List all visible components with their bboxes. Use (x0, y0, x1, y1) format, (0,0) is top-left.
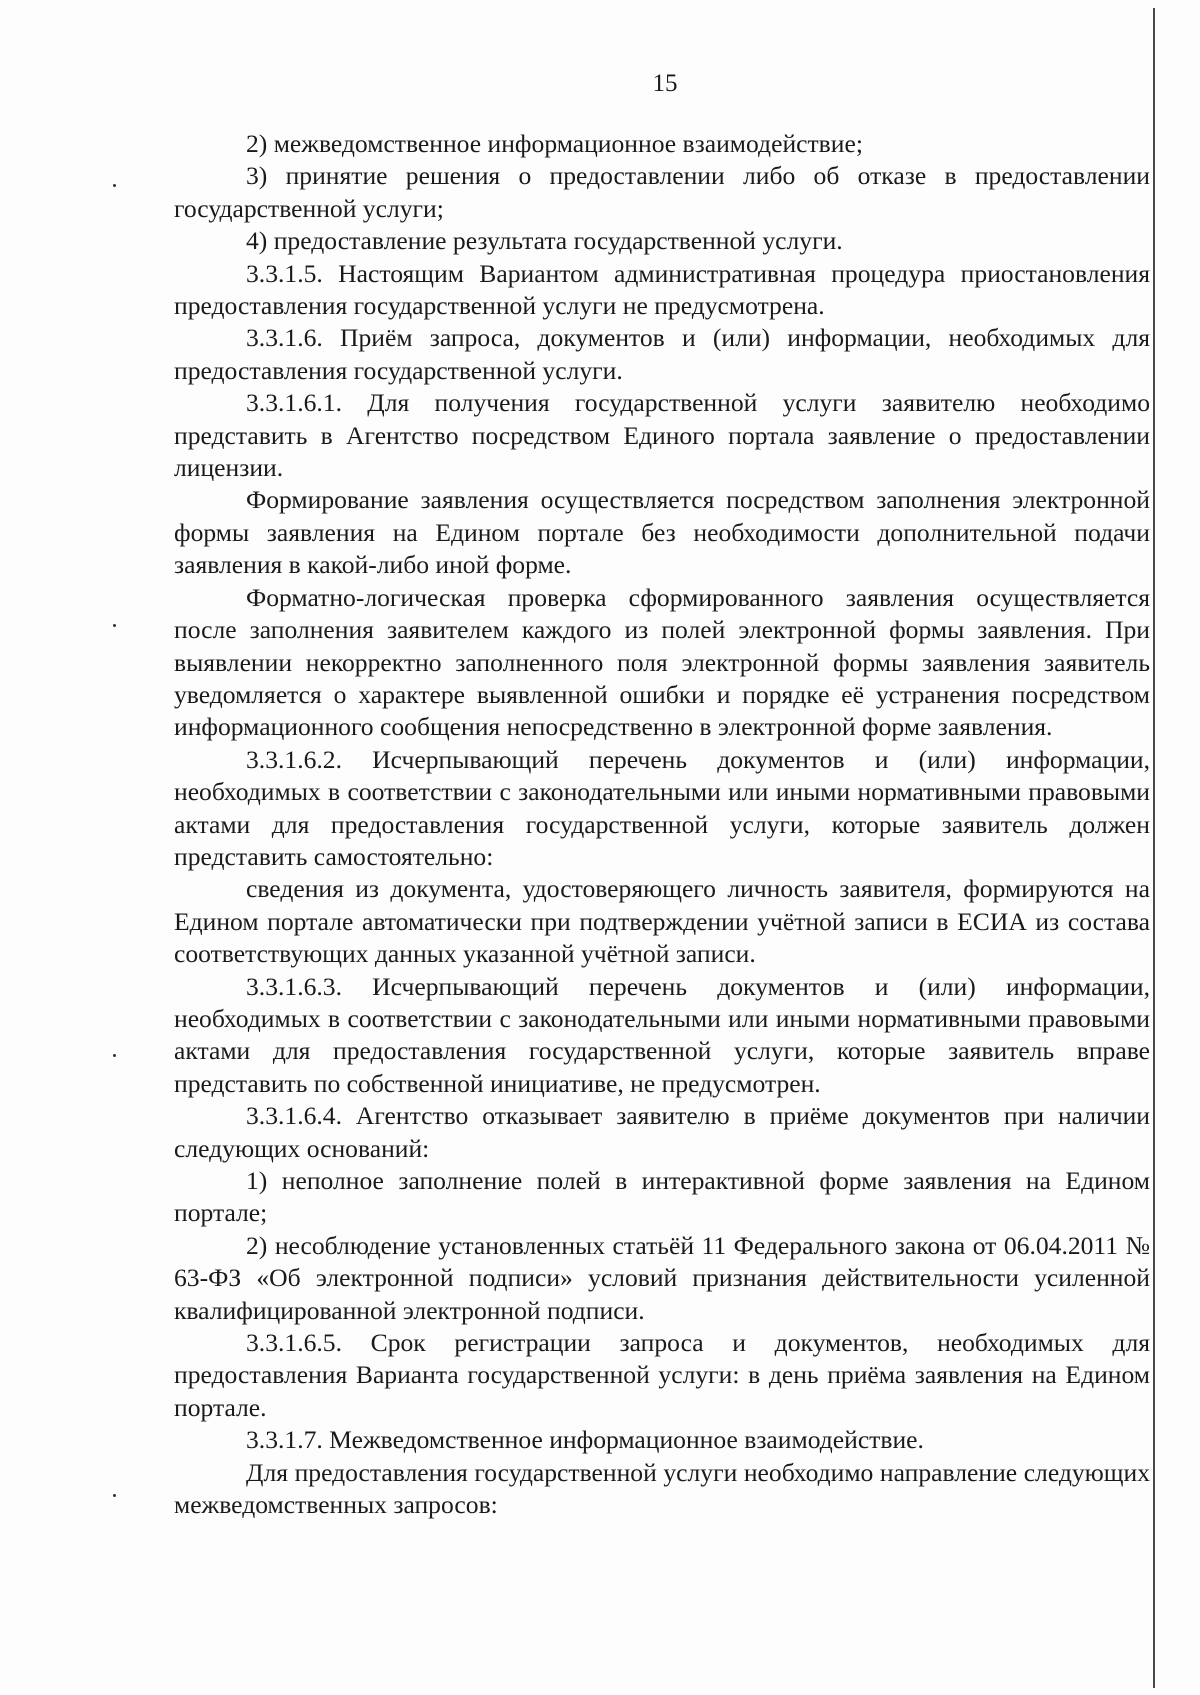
paragraph: 2) несоблюдение установленных статьёй 11 Федерального закона от 06.04.2011 № 63-ФЗ «Об электронной подписи» условий признания действительности усиленной квалифицированной электронной подписи. (174, 1230, 1150, 1325)
scan-speck (113, 1494, 116, 1497)
paragraph: 3) принятие решения о предоставлении либо об отказе в предоставлении государственной услуги; (174, 161, 1150, 223)
paragraph: 3.3.1.5. Настоящим Вариантом административная процедура приостановления предоставления государственной услуги не предусмотрена. (174, 258, 1150, 321)
paragraph: 3.3.1.6. Приём запроса, документов и (или) информации, необходимых для предоставления государственной услуги. (174, 323, 1150, 385)
scan-edge-line (1153, 8, 1155, 1688)
paragraph: 2) межведомственное информационное взаимодействие; (246, 129, 863, 158)
paragraph: сведения из документа, удостоверяющего личность заявителя, формируются на Едином портале автоматически при подтверждении учётной записи в ЕСИА из состава соответствующих данных указанной учётной записи. (174, 874, 1150, 969)
paragraph: 4) предоставление результата государственной услуги. (246, 226, 843, 256)
scan-speck (113, 1054, 116, 1057)
document-body (174, 128, 1150, 1521)
scan-speck (113, 624, 116, 627)
paragraph: 3.3.1.6.2. Исчерпывающий перечень документов и (или) информации, необходимых в соответствии с законодательными или иными нормативными правовыми актами для предоставления государственной услуги, которые заявитель должен представить самостоятельно: (174, 744, 1150, 871)
paragraph: Формирование заявления осуществляется посредством заполнения электронной формы заявления на Едином портале без необходимости дополнительной подачи заявления в какой-либо иной форме. (174, 485, 1150, 580)
paragraph: 3.3.1.7. Межведомственное информационное взаимодействие. (246, 1425, 924, 1455)
paragraph: 3.3.1.6.1. Для получения государственной услуги заявителю необходимо представить в Агентство посредством Единого портала заявление о предоставлении лицензии. (174, 388, 1150, 483)
paragraph: 3.3.1.6.5. Срок регистрации запроса и документов, необходимых для предоставления Варианта государственной услуги: в день приёма заявления на Едином портале. (174, 1328, 1150, 1422)
paragraph: Форматно-логическая проверка сформированного заявления осуществляется после заполнения заявителем каждого из полей электронной формы заявления. При выявлении некорректно заполненного поля электронной формы заявления заявитель уведомляется о характере выявленной ошибки и порядке её устранения посредством информационного сообщения непосредственно в электронной форме заявления. (174, 582, 1150, 742)
paragraph: 1) неполное заполнение полей в интерактивной форме заявления на Едином портале; (174, 1166, 1150, 1228)
paragraph: 3.3.1.6.3. Исчерпывающий перечень документов и (или) информации, необходимых в соответствии с законодательными или иными нормативными правовыми актами для предоставления государственной услуги, которые заявитель вправе представить по собственной инициативе, не предусмотрен. (174, 971, 1150, 1098)
paragraph: 3.3.1.6.4. Агентство отказывает заявителю в приёме документов при наличии следующих оснований: (174, 1101, 1150, 1163)
scan-speck (113, 184, 116, 187)
page-number: 15 (652, 70, 678, 97)
paragraph: Для предоставления государственной услуги необходимо направление следующих межведомственных запросов: (174, 1457, 1150, 1520)
